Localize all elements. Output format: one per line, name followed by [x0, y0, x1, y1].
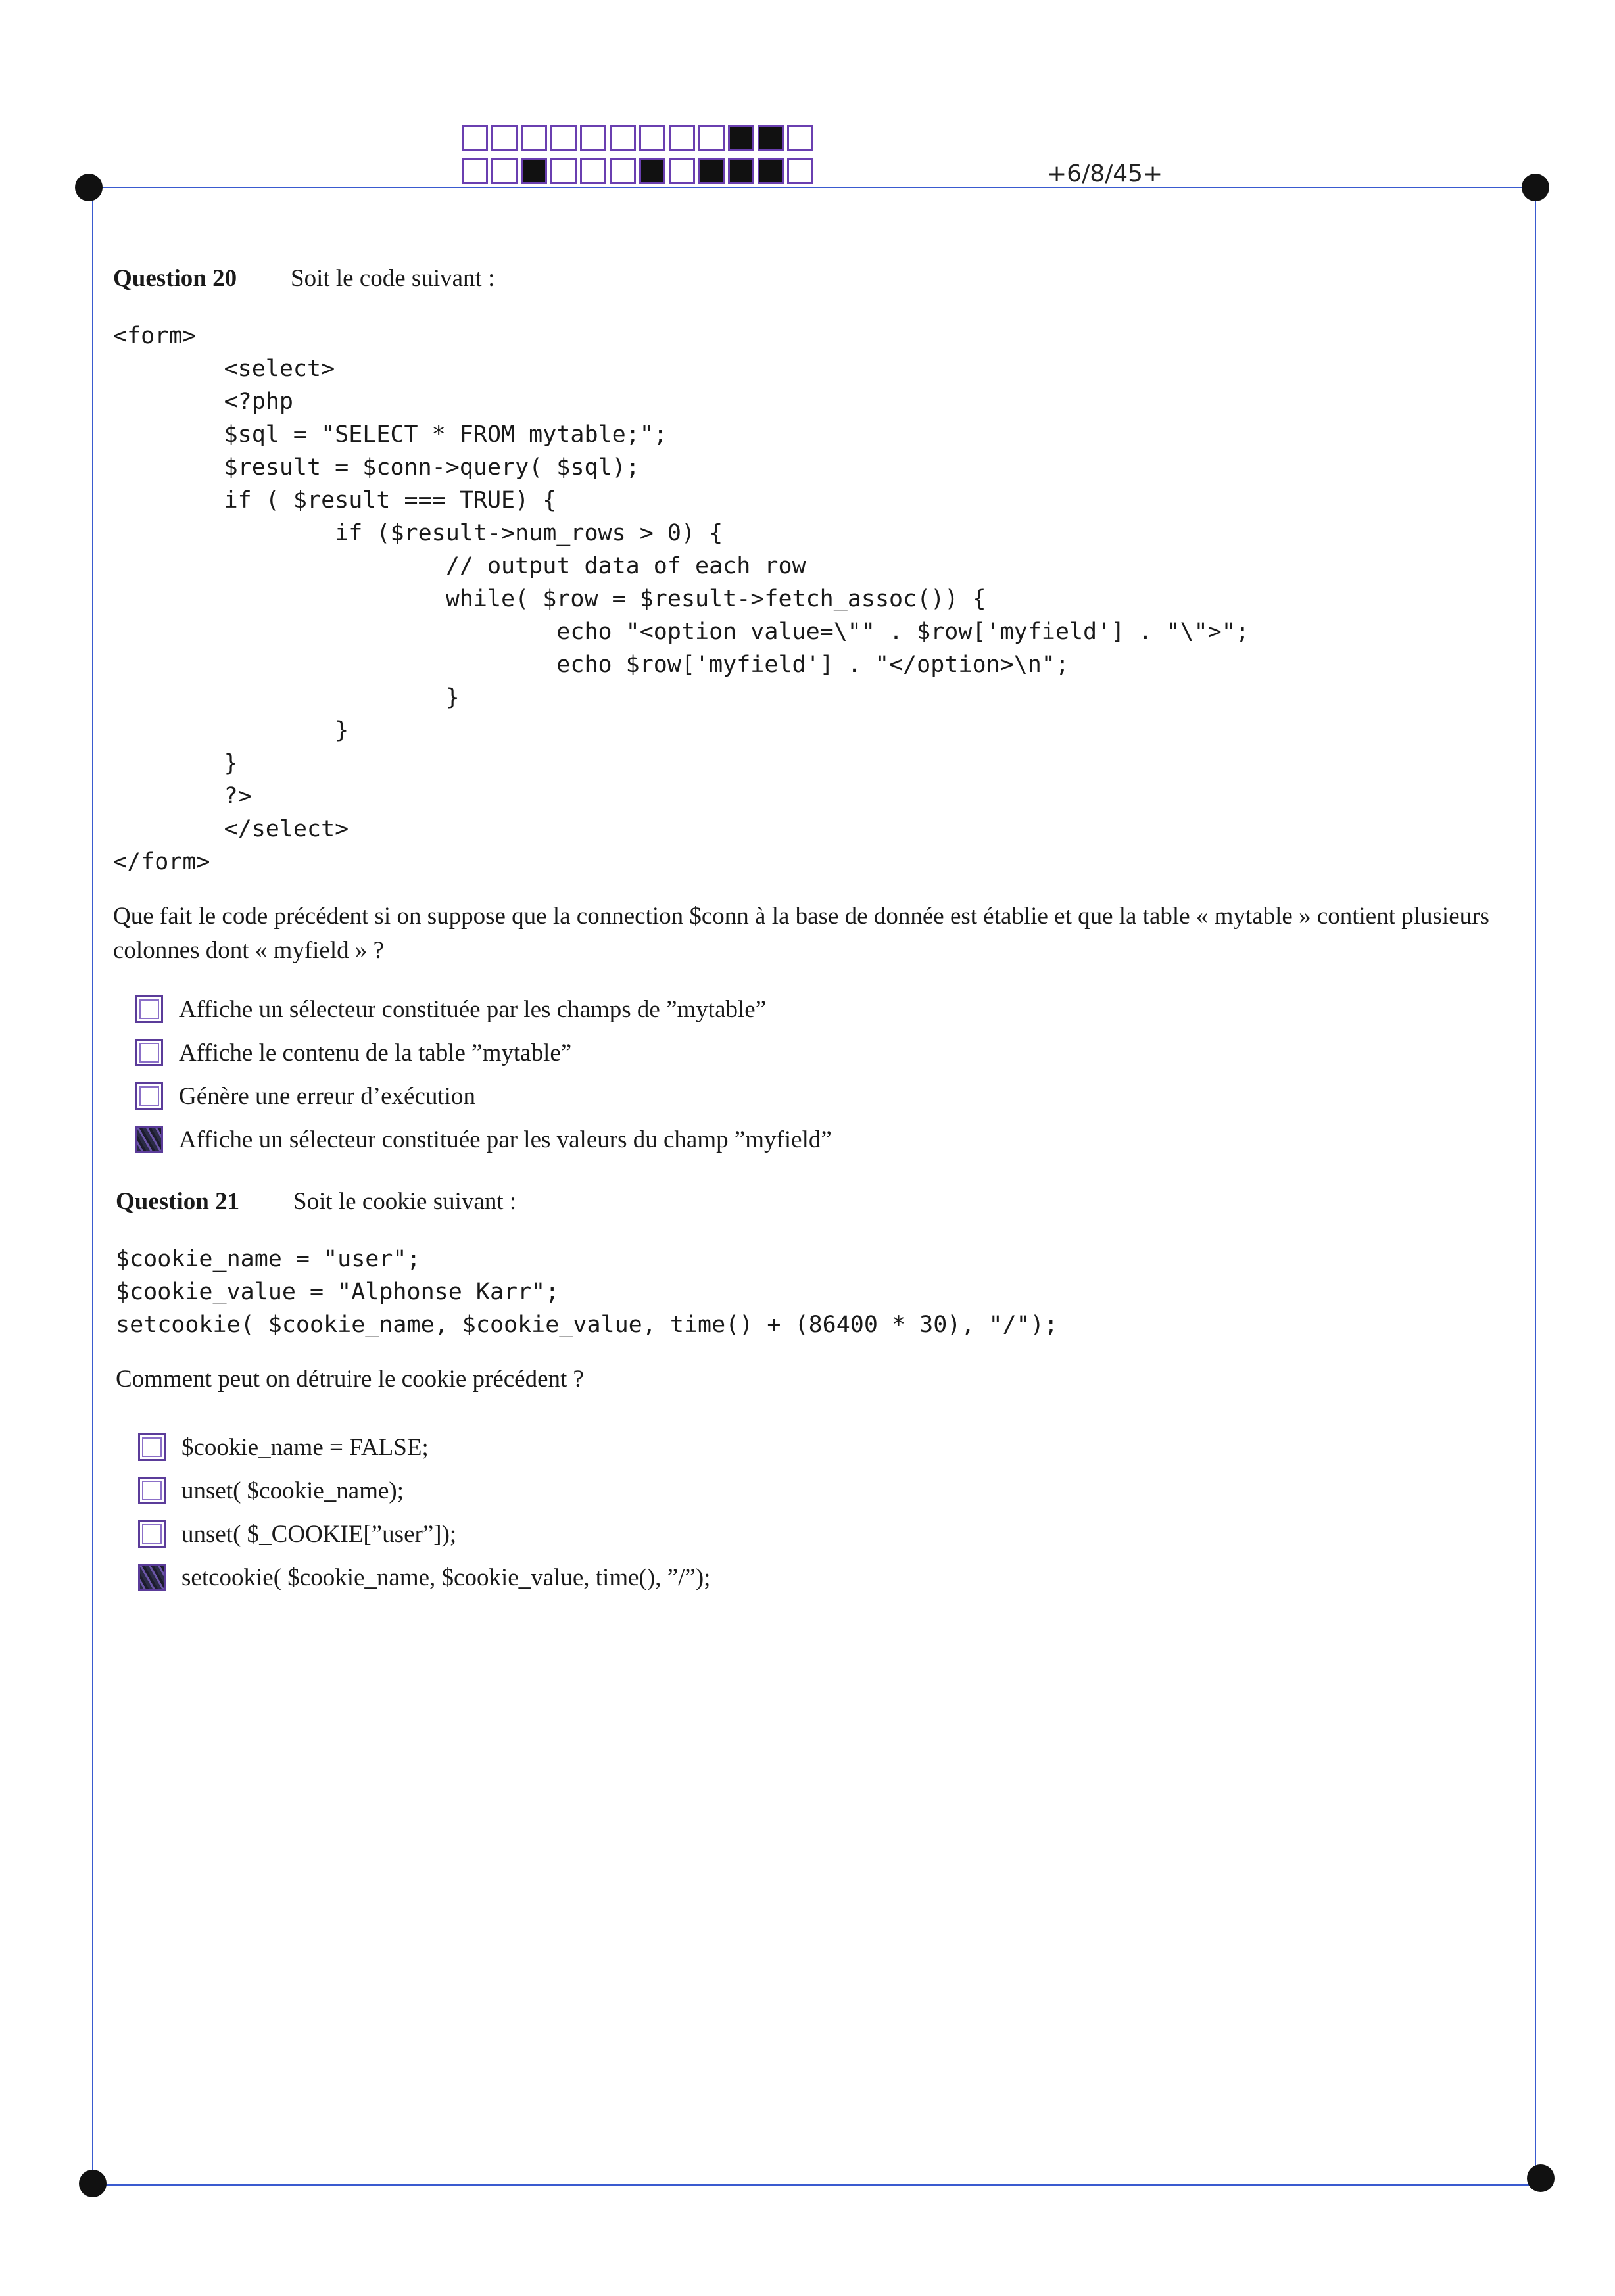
answer-checkbox[interactable] [135, 1039, 163, 1066]
answer-text: $cookie_name = FALSE; [181, 1433, 429, 1461]
answer-checkbox[interactable] [138, 1477, 166, 1504]
answer-text: Génère une erreur d’exécution [179, 1082, 475, 1110]
code-box [787, 125, 813, 151]
frame-left-line [92, 187, 93, 2186]
code-box [669, 125, 695, 151]
code-box [728, 158, 754, 184]
answer-text: setcookie( $cookie_name, $cookie_value, time(), ”/”); [181, 1564, 711, 1591]
answer-checkbox[interactable] [135, 995, 163, 1023]
code-box [610, 125, 636, 151]
code-box [462, 158, 488, 184]
question-21-code: $cookie_name = "user"; $cookie_value = "Alphonse Karr"; setcookie( $cookie_name, $cookie_value, time() + (86400 * 30), "/"); [116, 1246, 1058, 1338]
answer-checkbox[interactable] [135, 1082, 163, 1110]
code-box [758, 125, 784, 151]
question-20-intro: Soit le code suivant : [291, 265, 495, 292]
corner-mark-bottom-right [1527, 2164, 1555, 2192]
answer-text: Affiche le contenu de la table ”mytable” [179, 1039, 572, 1066]
answer-text: Affiche un sélecteur constituée par les valeurs du champ ”myfield” [179, 1126, 832, 1153]
question-21-header [116, 1187, 516, 1216]
frame-right-line [1535, 187, 1536, 2186]
answer-checkbox[interactable] [138, 1433, 166, 1461]
code-box [669, 158, 695, 184]
corner-mark-top-right [1522, 174, 1549, 201]
code-box [698, 158, 725, 184]
page-id: +6/8/45+ [1047, 160, 1163, 187]
question-21-intro: Soit le cookie suivant : [293, 1188, 517, 1215]
answer-text: Affiche un sélecteur constituée par les champs de ”mytable” [179, 995, 767, 1023]
answer-option[interactable] [135, 1118, 832, 1161]
code-box [639, 125, 665, 151]
corner-mark-bottom-left [79, 2170, 107, 2197]
code-box [491, 158, 518, 184]
student-code-row-2 [462, 158, 817, 184]
frame-top-line [92, 187, 1535, 188]
code-box [521, 158, 547, 184]
code-box [550, 158, 577, 184]
answer-checkbox[interactable] [138, 1564, 166, 1591]
code-box [462, 125, 488, 151]
answer-text: unset( $_COOKIE[”user”]); [181, 1520, 457, 1548]
frame-bottom-line [92, 2184, 1536, 2186]
question-21-answers [138, 1425, 710, 1599]
question-20-header [113, 264, 494, 293]
code-box [758, 158, 784, 184]
answer-checkbox[interactable] [138, 1520, 166, 1548]
code-box [580, 158, 606, 184]
question-20-answers [135, 988, 832, 1161]
student-code-row-1 [462, 125, 817, 151]
question-20-label: Question 20 [113, 265, 237, 292]
answer-option[interactable] [138, 1556, 710, 1599]
answer-option[interactable] [138, 1469, 710, 1512]
question-21-label: Question 21 [116, 1188, 240, 1215]
answer-option[interactable] [135, 988, 832, 1031]
code-box [491, 125, 518, 151]
question-20-code: <form> <select> <?php $sql = "SELECT * FROM mytable;"; $result = $conn->query( $sql); if ( $result === TRUE) { if ($result->num_rows > 0) { // output data of each row while( $row = $result->fetch_assoc()) { echo "<option value=\"" . $row['myfield'] . "\">"; echo $row['myfield'] . "</option>\n"; } } } ?> </select> </form> [113, 323, 1249, 875]
code-box [698, 125, 725, 151]
answer-option[interactable] [135, 1031, 832, 1074]
code-box [580, 125, 606, 151]
answer-option[interactable] [138, 1512, 710, 1556]
code-box [639, 158, 665, 184]
code-box [521, 125, 547, 151]
answer-option[interactable] [138, 1425, 710, 1469]
code-box [728, 125, 754, 151]
answer-text: unset( $cookie_name); [181, 1477, 404, 1504]
code-box [787, 158, 813, 184]
code-box [610, 158, 636, 184]
question-21-text: Comment peut on détruire le cookie précédent ? [116, 1366, 584, 1393]
code-box [550, 125, 577, 151]
corner-mark-top-left [75, 174, 103, 201]
question-20-text: Que fait le code précédent si on suppose que la connection $conn à la base de donnée est établie et que la table « mytable » contient plusieurs colonnes dont « myfield » ? [113, 903, 1489, 964]
answer-checkbox[interactable] [135, 1126, 163, 1153]
answer-option[interactable] [135, 1074, 832, 1118]
